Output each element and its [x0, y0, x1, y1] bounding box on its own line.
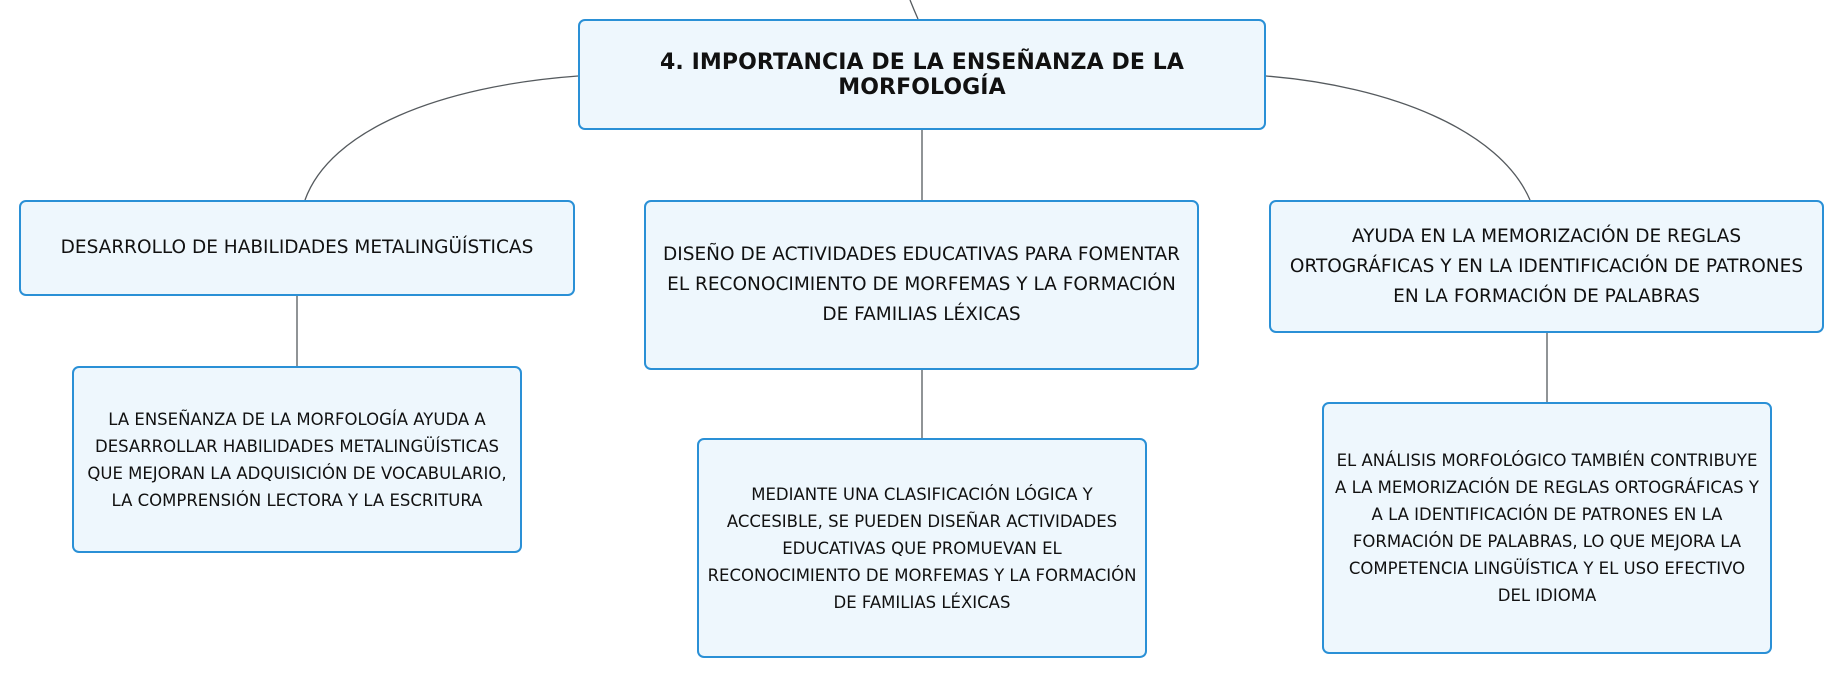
connector-root-right — [1266, 76, 1530, 200]
subtopic-label-spelling: AYUDA EN LA MEMORIZACIÓN DE REGLAS ORTOGRÁFICAS Y EN LA IDENTIFICACIÓN DE PATRONES EN LA FORMACIÓN DE PALABRAS — [1289, 225, 1804, 307]
connector-root-left — [305, 76, 578, 200]
subtopic-node-metalinguistic[interactable] — [19, 200, 575, 296]
root-topic-label: 4. IMPORTANCIA DE LA ENSEÑANZA DE LA MORFOLOGÍA — [660, 49, 1184, 100]
detail-node-spelling[interactable] — [1322, 402, 1772, 654]
detail-node-activities[interactable] — [697, 438, 1147, 658]
connector-root-parent — [910, 0, 918, 19]
subtopic-label-metalinguistic: DESARROLLO DE HABILIDADES METALINGÜÍSTICAS — [60, 237, 534, 258]
subtopic-node-activities[interactable] — [644, 200, 1199, 370]
detail-label-metalinguistic: LA ENSEÑANZA DE LA MORFOLOGÍA AYUDA A DESARROLLAR HABILIDADES METALINGÜÍSTICAS QUE MEJORAN LA ADQUISICIÓN DE VOCABULARIO, LA COMPRENSIÓN LECTORA Y LA ESCRITURA — [87, 409, 507, 510]
subtopic-label-activities: DISEÑO DE ACTIVIDADES EDUCATIVAS PARA FOMENTAR EL RECONOCIMIENTO DE MORFEMAS Y LA FORMACIÓN DE FAMILIAS LÉXICAS — [663, 244, 1180, 325]
detail-label-spelling: EL ANÁLISIS MORFOLÓGICO TAMBIÉN CONTRIBUYE A LA MEMORIZACIÓN DE REGLAS ORTOGRÁFICAS Y A LA IDENTIFICACIÓN DE PATRONES EN LA FORMACIÓN DE PALABRAS, LO QUE MEJORA LA COMPETENCIA LINGÜÍSTICA Y EL USO EFECTIVO DEL IDIOMA — [1335, 451, 1759, 605]
detail-label-activities: MEDIANTE UNA CLASIFICACIÓN LÓGICA Y ACCESIBLE, SE PUEDEN DISEÑAR ACTIVIDADES EDUCATIVAS QUE PROMUEVAN EL RECONOCIMIENTO DE MORFEMAS Y LA FORMACIÓN DE FAMILIAS LÉXICAS — [707, 484, 1137, 612]
root-topic-node[interactable] — [578, 19, 1266, 130]
subtopic-node-spelling[interactable] — [1269, 200, 1824, 333]
detail-node-metalinguistic[interactable] — [72, 366, 522, 553]
